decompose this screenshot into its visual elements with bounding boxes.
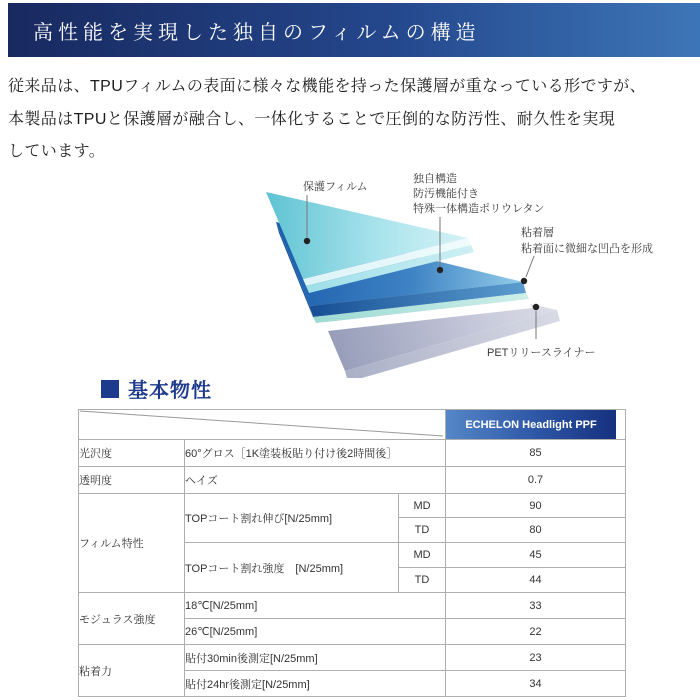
- row-test: 26℃[N/25mm]: [185, 619, 446, 645]
- product-header: ECHELON Headlight PPF: [446, 410, 616, 439]
- table-row: [79, 440, 626, 467]
- table-row: [79, 467, 626, 494]
- intro-line-1: 従来品は、TPUフィルムの表面に様々な機能を持った保護層が重なっている形ですが、: [8, 78, 647, 95]
- row-value: 0.7: [446, 467, 626, 494]
- label-unique-structure-1: 独自構造: [413, 173, 457, 185]
- row-test: 60°グロス［1K塗装板貼り付け後2時間後］: [185, 440, 446, 467]
- spec-table-wrap: [78, 409, 625, 697]
- row-test: TOPコート割れ伸び[N/25mm]: [185, 494, 399, 543]
- diagonal-line: [79, 410, 444, 437]
- row-test: 18℃[N/25mm]: [185, 593, 446, 619]
- row-property: フィルム特性: [79, 494, 185, 593]
- label-pet-liner: PETリリースライナー: [487, 347, 596, 359]
- row-direction: TD: [399, 518, 446, 543]
- table-row: [79, 593, 626, 619]
- banner-title: 高性能を実現した独自のフィルムの構造: [33, 21, 481, 44]
- row-direction: TD: [399, 568, 446, 593]
- section-banner: [8, 3, 700, 57]
- section-title: 基本物性: [128, 380, 212, 402]
- row-value: 22: [446, 619, 626, 645]
- row-value: 90: [446, 494, 626, 518]
- label-adhesive-2: 粘着面に微細な凹凸を形成: [521, 243, 653, 255]
- row-value: 45: [446, 543, 626, 568]
- row-direction: MD: [399, 494, 446, 518]
- section-heading: [101, 374, 212, 403]
- row-value: 33: [446, 593, 626, 619]
- row-direction: MD: [399, 543, 446, 568]
- label-adhesive-1: 粘着層: [521, 227, 554, 239]
- row-test: 貼付30min後測定[N/25mm]: [185, 645, 446, 671]
- intro-paragraph: [8, 71, 696, 169]
- section-square-icon: [101, 380, 119, 398]
- label-protective-film: 保護フィルム: [303, 181, 368, 193]
- row-test: TOPコート割れ強度 [N/25mm]: [185, 543, 399, 593]
- table-corner-cell: [79, 410, 446, 440]
- row-value: 44: [446, 568, 626, 593]
- row-test: 貼付24hr後測定[N/25mm]: [185, 671, 446, 697]
- row-property: 透明度: [79, 467, 185, 494]
- row-property: モジュラス強度: [79, 593, 185, 645]
- label-unique-structure-2: 防汚機能付き: [413, 188, 479, 200]
- row-value: 34: [446, 671, 626, 697]
- row-value: 23: [446, 645, 626, 671]
- product-header-cell: [446, 410, 626, 440]
- row-property: 光沢度: [79, 440, 185, 467]
- row-value: 80: [446, 518, 626, 543]
- intro-line-2: 本製品はTPUと保護層が融合し、一体化することで圧倒的な防汚性、耐久性を実現: [8, 110, 616, 128]
- label-unique-structure-3: 特殊一体構造ポリウレタン: [413, 203, 545, 215]
- film-structure-diagram: [0, 166, 700, 378]
- row-test: ヘイズ: [185, 467, 446, 494]
- intro-line-3: しています。: [8, 143, 106, 160]
- table-row: [79, 494, 626, 518]
- row-value: 85: [446, 440, 626, 467]
- table-row: [79, 645, 626, 671]
- spec-table: [78, 409, 626, 697]
- row-property: 粘着力: [79, 645, 185, 697]
